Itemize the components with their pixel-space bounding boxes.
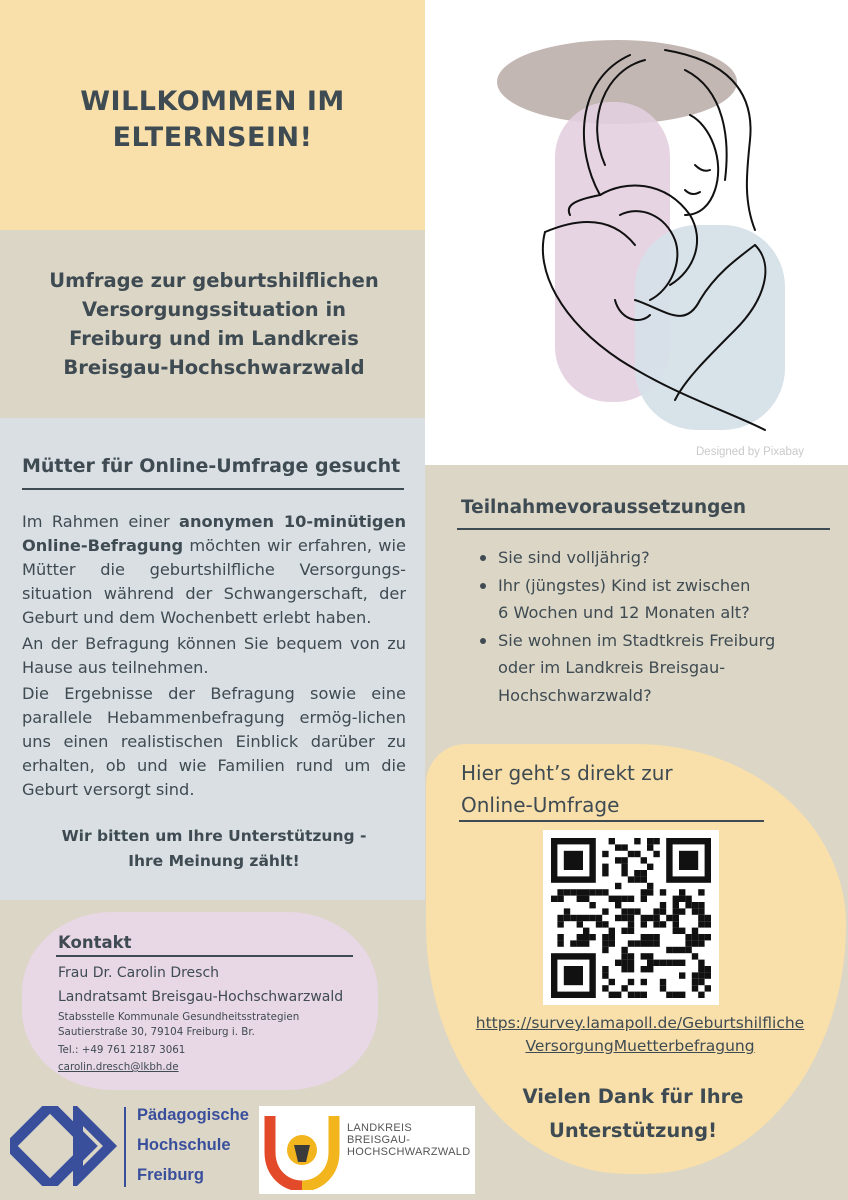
survey-link[interactable] [450,1012,830,1058]
contact-department: Stabsstelle Kommunale Gesundheitsstrategien [58,1011,300,1023]
paragraph-text: Im Rahmen einer [22,512,180,531]
list-item-text: Ihr (jüngstes) Kind ist zwischen [498,575,751,595]
list-item-text: Sie wohnen im Stadtkreis Freiburg [498,630,776,650]
ph-freiburg-logo-icon [10,1106,120,1186]
landkreis-logo-text: LANDKREIS [347,1122,413,1134]
list-item [478,627,818,710]
results-paragraph: Die Ergebnisse der Befragung sowie eine parallele Hebammenbefragung ermög-lichen uns einen realistischen Einblick darüber zu erhalten, ob und wie Familien rund um die Geburt versorgt sind. [22,684,406,799]
list-item [478,572,818,627]
list-item-text: Sie sind volljährig? [498,548,650,567]
image-credit: Designed by Pixabay [696,446,805,458]
paragraph-text: möchten wir erfahren, wie Mütter die geburtshilfliche Versorgungs-situation während der Schwangerschaft, der Geburt und dem Wochenbett erlebt haben. [22,536,406,627]
title-line: ELTERNSEIN! [112,122,313,153]
divider [56,955,353,957]
qr-code-icon [543,830,719,1005]
landkreis-logo-text: HOCHSCHWARZWALD [347,1146,471,1158]
ph-logo-text: Hochschule [137,1136,231,1154]
title-line: WILLKOMMEN IM [80,86,345,117]
participation-paragraph: An der Befragung können Sie bequem von zu Hause aus teilnehmen. [22,634,406,677]
divider [459,820,764,822]
thanks-line: Vielen Dank für Ihre [522,1085,744,1108]
survey-subtitle [30,266,398,382]
survey-link-line[interactable]: VersorgungMuetterbefragung [525,1037,755,1055]
landkreis-logo-text: BREISGAU- [347,1134,411,1146]
list-item-text: Hochschwarzwald? [498,685,652,705]
divider [22,488,404,490]
list-item [478,544,818,572]
contact-address: Sautierstraße 30, 79104 Freiburg i. Br. [58,1026,255,1038]
support-line: Ihre Meinung zählt! [128,852,300,870]
contact-phone: Tel.: +49 761 2187 3061 [58,1044,186,1056]
contact-office: Landratsamt Breisgau-Hochschwarzwald [58,989,344,1005]
mother-child-illustration [425,0,848,465]
line-art-icon [425,0,848,465]
requirements-list [478,544,818,709]
section-heading: Mütter für Online-Umfrage gesucht [22,455,401,477]
survey-heading [461,757,761,821]
subtitle-line: Versorgungssituation in [81,298,347,321]
emphasis-text: anonymen 10-minütigen Online-Befragung [22,512,406,555]
survey-link-line[interactable]: https://survey.lamapoll.de/Geburtshilfliche [475,1014,805,1032]
list-item-text: oder im Landkreis Breisgau- [498,658,726,677]
thanks-message [478,1080,788,1148]
intro-paragraph [22,510,406,630]
subtitle-line: Breisgau-Hochschwarzwald [63,356,365,379]
support-line: Wir bitten um Ihre Unterstützung - [61,827,367,845]
thanks-line: Unterstützung! [549,1119,717,1142]
survey-heading-line: Hier geht’s direkt zur [461,761,673,785]
survey-heading-line: Online-Umfrage [461,793,620,817]
contact-email-link[interactable]: carolin.dresch@lkbh.de [58,1061,179,1073]
ph-logo-text: Pädagogische [137,1106,249,1124]
contact-name: Frau Dr. Carolin Dresch [58,965,220,981]
support-message [30,824,398,874]
landkreis-emblem-icon [264,1110,340,1190]
contact-heading: Kontakt [58,933,132,952]
page-title [40,84,385,156]
subtitle-line: Freiburg und im Landkreis [69,327,359,350]
ph-logo-text: Freiburg [137,1166,204,1184]
requirements-heading: Teilnahmevoraussetzungen [461,497,747,518]
subtitle-line: Umfrage zur geburtshilflichen [49,269,379,292]
logo-divider [124,1107,126,1187]
list-item-text: 6 Wochen und 12 Monaten alt? [498,603,750,622]
qr-code[interactable] [543,830,719,1005]
divider [457,528,830,530]
